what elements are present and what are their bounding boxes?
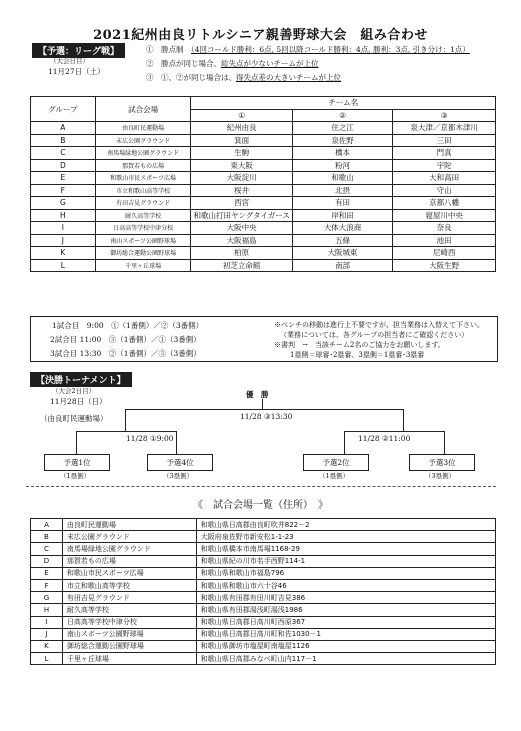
venue-cell: 御坊総合運動公園野球場 (95, 247, 191, 260)
prelim-section-label: 【予選：リーグ戦】 (32, 43, 125, 58)
champion-label: 優 勝 (246, 390, 269, 399)
group-cell: C (31, 147, 96, 160)
team-cell: 泉佐野 (292, 134, 392, 147)
venue-group-cell: A (31, 519, 63, 531)
venue-group-cell: E (31, 567, 63, 579)
seed-box-1: 予選1位 (44, 454, 110, 471)
semi-left-time: 11/28 ①9:00 (126, 434, 174, 443)
league-table (30, 96, 496, 272)
group-cell: L (31, 259, 96, 272)
team-cell: 門真 (393, 147, 496, 160)
group-cell: A (31, 122, 96, 135)
header-venue: 試合会場 (95, 97, 191, 122)
league-row (31, 159, 496, 172)
venue-address-cell: 和歌山県有田郡湯浅町湯浅1986 (196, 604, 495, 616)
seed-side-1: （1塁側） (60, 472, 91, 480)
rule-1-prefix: ① 勝点制 (146, 45, 191, 54)
venue-list-row (31, 640, 496, 652)
bracket-line (403, 409, 404, 431)
bracket-line (125, 409, 403, 410)
team-cell: 生駒 (191, 147, 292, 160)
prelim-reserve-day: （大会日目） (50, 57, 89, 65)
rule-2 (146, 58, 319, 69)
venue-address-cell: 和歌山県和歌山市福島796 (196, 567, 495, 579)
venue-cell: 由良町民運動場 (95, 122, 191, 135)
league-row (31, 234, 496, 247)
header-group: グループ (31, 97, 96, 122)
team-cell: 泉大津／京都木津川 (393, 122, 496, 135)
venue-name-cell: 市立和歌山高等学校 (62, 579, 196, 591)
league-row (31, 222, 496, 235)
header-slot-3: ③ (393, 109, 496, 122)
team-cell: 南部 (292, 259, 392, 272)
team-cell: 大阪生野 (393, 259, 496, 272)
league-row (31, 147, 496, 160)
venue-group-cell: C (31, 543, 63, 555)
team-cell: 紀州由良 (191, 122, 292, 135)
bracket-line (444, 431, 445, 454)
seed-side-2: （1塁側） (319, 472, 350, 480)
venue-address-cell: 和歌山県紀の川市名手西野114-1 (196, 555, 495, 567)
team-cell: 大体大浪商 (292, 222, 392, 235)
seed-box-2: 予選2位 (303, 454, 369, 471)
group-cell: F (31, 184, 96, 197)
team-cell: 東大阪 (191, 159, 292, 172)
venue-address-cell: 和歌山県和歌山市六十谷46 (196, 579, 495, 591)
venue-cell: 南山スポーツ公園野球場 (95, 234, 191, 247)
league-row (31, 172, 496, 185)
group-cell: G (31, 197, 96, 210)
team-cell: 池田 (393, 234, 496, 247)
venue-list-row (31, 604, 496, 616)
bracket-line (176, 431, 177, 454)
seed-side-4: （3塁側） (163, 472, 194, 480)
seed-side-3: （3塁側） (425, 472, 456, 480)
team-cell: 和歌山打田ヤングタイガース (191, 209, 292, 222)
venue-name-cell: 末広公園グラウンド (62, 531, 196, 543)
team-cell: 住之江 (292, 122, 392, 135)
league-row (31, 259, 496, 272)
venue-cell: 千里ヶ丘球場 (95, 259, 191, 272)
group-cell: D (31, 159, 96, 172)
group-cell: B (31, 134, 96, 147)
team-cell: 大阪城東 (292, 247, 392, 260)
rule-2-emphasis: 総失点が少ないチームが上位 (221, 59, 319, 68)
team-cell: 大阪中央 (191, 222, 292, 235)
team-cell: 三田 (393, 134, 496, 147)
bracket-line (262, 399, 263, 409)
venue-group-cell: F (31, 579, 63, 591)
header-slot-2: ② (292, 109, 392, 122)
note-1: ※ベンチの移動は進行上不要ですが、担当業務は入替えて下さい。 (274, 321, 484, 329)
league-row (31, 247, 496, 260)
final-reserve-day: （大会2日目） (52, 387, 96, 395)
venue-cell: 市立和歌山高等学校 (95, 184, 191, 197)
venue-list-row (31, 653, 496, 665)
venue-cell: 和歌山市民スポーツ広場 (95, 172, 191, 185)
team-cell: 北摂 (292, 184, 392, 197)
venue-list-row (31, 567, 496, 579)
venue-name-cell: 那賀若もの広場 (62, 555, 196, 567)
team-cell: 桜井 (191, 184, 292, 197)
venue-list-row (31, 628, 496, 640)
rule-1 (146, 44, 470, 55)
venue-list-row (31, 579, 496, 591)
team-cell: 岸和田 (292, 209, 392, 222)
venue-group-cell: I (31, 616, 63, 628)
rule-3 (146, 72, 341, 83)
venue-address-cell: 大阪府泉佐野市新安松1-1-23 (196, 531, 495, 543)
header-slot-1: ① (191, 109, 292, 122)
group-cell: K (31, 247, 96, 260)
bracket-line (76, 431, 176, 432)
schedule-row-3: 3試合目 13:30 ②（1番側）／③（3番側） (50, 349, 201, 358)
venue-name-cell: 千里ヶ丘球場 (62, 653, 196, 665)
team-cell: 大阪福島 (191, 234, 292, 247)
venue-cell: 南馬場緑地公園グラウンド (95, 147, 191, 160)
team-cell: 大阪淀川 (191, 172, 292, 185)
venue-list-row (31, 543, 496, 555)
final-date: 11月28日（日） (50, 397, 107, 406)
rule-3-emphasis: 得失点差の大きいチームが上位 (236, 73, 341, 82)
schedule-row-1: 1試合目 9:00 ①（1番側）／②（3番側） (52, 321, 204, 330)
team-cell: 寝屋川中央 (393, 209, 496, 222)
team-cell: 箕面 (191, 134, 292, 147)
semi-right-time: 11/28 ②11:00 (358, 434, 411, 443)
final-section-label: 【決勝トーナメント】 (30, 372, 132, 387)
final-match-time: 11/28 ③13:30 (240, 412, 293, 421)
venue-group-cell: L (31, 653, 63, 665)
note-2: （業務については、各グループの担当者にご確認ください） (280, 331, 469, 339)
venue-cell: 末広公園グラウンド (95, 134, 191, 147)
group-cell: I (31, 222, 96, 235)
team-cell: 有田 (292, 197, 392, 210)
venue-address-cell: 和歌山県御坊市塩屋町南塩屋1126 (196, 640, 495, 652)
venue-list-row (31, 531, 496, 543)
league-row (31, 134, 496, 147)
venue-name-cell: 南馬場緑地公園グラウンド (62, 543, 196, 555)
venue-cell: 有田吉見グラウンド (95, 197, 191, 210)
rule-1-emphasis: （4回コールド勝利：6点, 5回以降コールド勝利：4点, 勝利：3点, 引き分け：1点） (191, 45, 470, 54)
group-cell: E (31, 172, 96, 185)
venue-cell: 那賀若もの広場 (95, 159, 191, 172)
venue-name-cell: 有田吉見グラウンド (62, 592, 196, 604)
venue-name-cell: 由良町民運動場 (62, 519, 196, 531)
league-row (31, 197, 496, 210)
venue-address-cell: 和歌山県日高郡由良町吹井822－2 (196, 519, 495, 531)
venue-address-cell: 和歌山県有田郡有田川町吉見386 (196, 592, 495, 604)
venue-group-cell: G (31, 592, 63, 604)
page-title: 2021紀州由良リトルシニア親善野球大会 組み合わせ (93, 28, 428, 43)
section-divider (26, 486, 496, 487)
venue-list-row (31, 519, 496, 531)
venue-group-cell: H (31, 604, 63, 616)
venue-list-row (31, 592, 496, 604)
bracket-line (344, 431, 444, 432)
bracket-line (344, 431, 345, 454)
final-venue: （由良町民運動場） (40, 414, 108, 423)
venue-name-cell: 南山スポーツ公園野球場 (62, 628, 196, 640)
prelim-date: 11月27日（土） (48, 67, 105, 76)
venue-name-cell: 御坊総合運動公園野球場 (62, 640, 196, 652)
team-cell: 大和高田 (393, 172, 496, 185)
team-cell: 京都八幡 (393, 197, 496, 210)
venue-name-cell: 日高高等学校中津分校 (62, 616, 196, 628)
team-cell: 初芝立命館 (191, 259, 292, 272)
bracket-line (125, 409, 126, 431)
rule-3-prefix: ③ ①、②が同じ場合は、 (146, 73, 236, 82)
venue-group-cell: B (31, 531, 63, 543)
note-4: 1塁側＝球審･2塁審、3塁側＝1塁審･3塁審 (290, 351, 425, 359)
bracket-line (76, 431, 77, 454)
rule-2-prefix: ② 勝点が同じ場合、 (146, 59, 221, 68)
schedule-row-2: 2試合目 11:00 ③（1番側）／①（3番側） (50, 335, 201, 344)
team-cell: 和歌山 (292, 172, 392, 185)
venue-group-cell: D (31, 555, 63, 567)
league-row (31, 209, 496, 222)
venue-list-title: 《 試合会場一覧（住所） 》 (193, 500, 328, 511)
venue-cell: 耐久高等学校 (95, 209, 191, 222)
note-3: ※書判 → 当該チーム2名のご協力をお願いします。 (274, 341, 445, 349)
team-cell: 守山 (393, 184, 496, 197)
league-row (31, 184, 496, 197)
team-cell: 粉河 (292, 159, 392, 172)
team-cell: 橋本 (292, 147, 392, 160)
team-cell: 宇陀 (393, 159, 496, 172)
venue-name-cell: 和歌山市民スポーツ広場 (62, 567, 196, 579)
header-team: チーム名 (191, 97, 496, 110)
group-cell: H (31, 209, 96, 222)
team-cell: 奈良 (393, 222, 496, 235)
seed-box-4: 予選4位 (147, 454, 213, 471)
team-cell: 尼崎西 (393, 247, 496, 260)
venue-address-cell: 和歌山県日高郡日高川町西原367 (196, 616, 495, 628)
venue-list-row (31, 616, 496, 628)
seed-box-3: 予選3位 (409, 454, 475, 471)
venue-name-cell: 耐久高等学校 (62, 604, 196, 616)
venue-list-row (31, 555, 496, 567)
league-row (31, 122, 496, 135)
venue-address-cell: 和歌山県橋本市南馬場1168-29 (196, 543, 495, 555)
venue-list-table (30, 518, 496, 665)
venue-group-cell: J (31, 628, 63, 640)
team-cell: 五條 (292, 234, 392, 247)
venue-address-cell: 和歌山県日高郡日高川町和佐1030－1 (196, 628, 495, 640)
venue-address-cell: 和歌山県日高郡みなべ町山内117－1 (196, 653, 495, 665)
venue-cell: 日高高等学校中津分校 (95, 222, 191, 235)
venue-group-cell: K (31, 640, 63, 652)
team-cell: 柏原 (191, 247, 292, 260)
team-cell: 西宮 (191, 197, 292, 210)
group-cell: J (31, 234, 96, 247)
